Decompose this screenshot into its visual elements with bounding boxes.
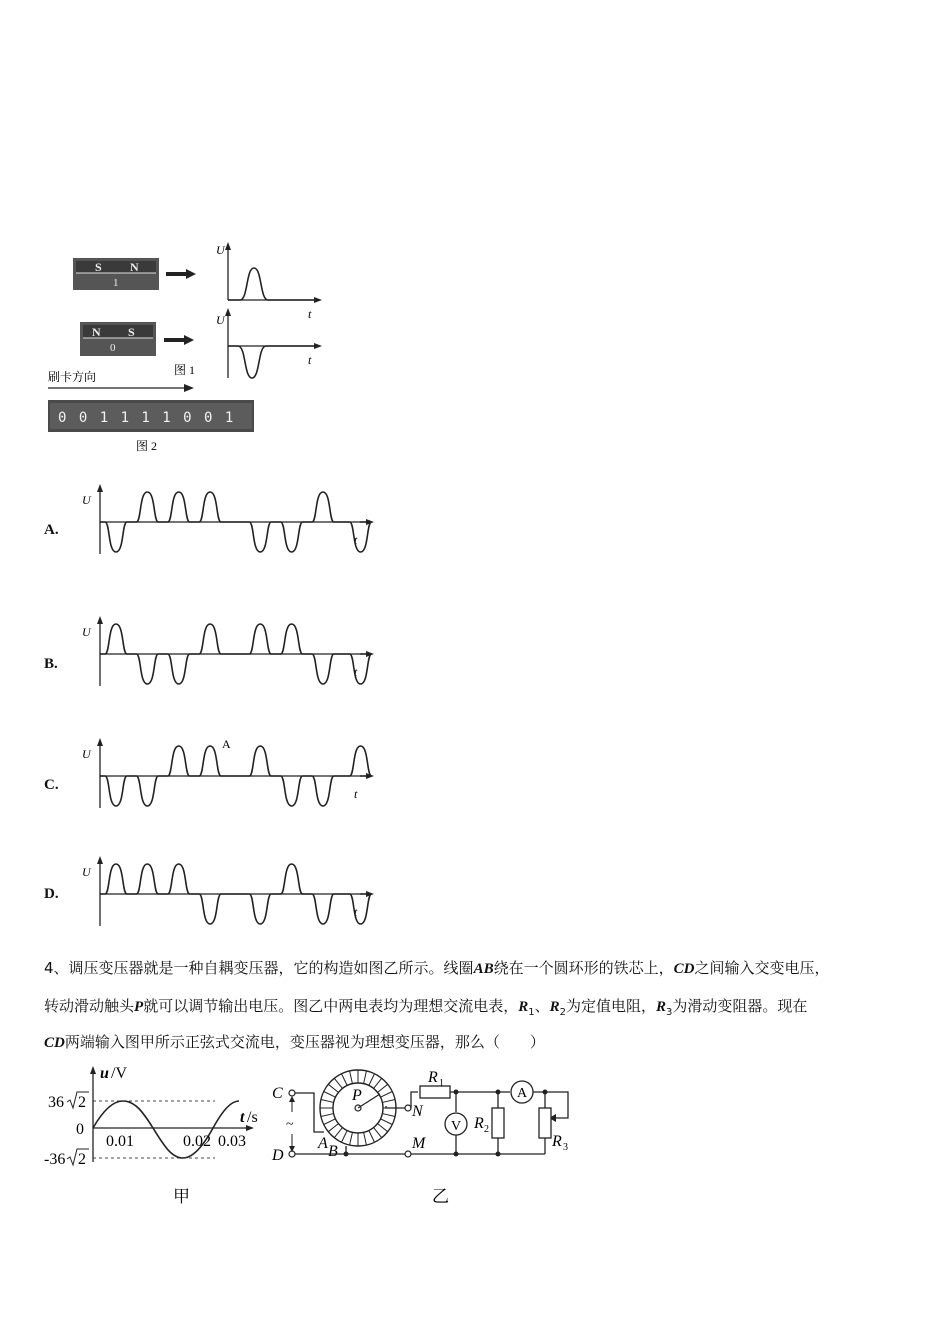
graph-jia (40, 1062, 270, 1212)
axis-t-label: t (354, 533, 358, 547)
terminal-d-label: D (272, 1147, 284, 1164)
svg-text:-36: -36 (44, 1151, 66, 1168)
resistor-r1 (420, 1086, 450, 1098)
axis-t-label: t (354, 905, 358, 919)
x-tick-3: 0.03 (218, 1133, 246, 1150)
graph-1-t-label: t (308, 307, 312, 321)
question-4-line-1: 4、调压变压器就是一种自耦变压器，它的构造如图乙所示。线圈AB绕在一个圆环形的铁芯上，CD之间输入交变电压， (44, 959, 830, 977)
resistor-r2-label: R (474, 1115, 484, 1132)
magnet-1-pole-left: S (95, 260, 102, 274)
coil-a-label: A (318, 1135, 328, 1152)
svg-text:2: 2 (78, 1151, 86, 1168)
extra-mark: A (222, 737, 231, 751)
magnet-1 (73, 258, 159, 290)
option-b-label: B. (44, 656, 58, 672)
graph-1-u-label: U (216, 243, 225, 257)
option-d-graph (80, 852, 380, 932)
x-tick-2: 0.02 (183, 1133, 211, 1150)
caption-jia: 甲 (173, 1187, 190, 1207)
svg-text:3: 3 (563, 1142, 568, 1153)
caption-yi: 乙 (432, 1187, 449, 1207)
toroidal-transformer (320, 1070, 396, 1146)
swipe-arrow (48, 384, 194, 392)
svg-text:1: 1 (439, 1078, 444, 1089)
axis-u-label: U (82, 625, 91, 639)
fig2-caption: 图 2 (136, 439, 158, 453)
resistor-r3 (539, 1108, 551, 1138)
magnetic-card-strip (48, 400, 254, 432)
y-max-label (48, 1092, 89, 1111)
svg-text:36: 36 (48, 1094, 64, 1111)
y-min-label (44, 1149, 89, 1168)
graph-2-t-label: t (308, 353, 312, 367)
signal-graph-1 (216, 242, 322, 321)
option-c-label: C. (44, 777, 59, 793)
resistor-r3-label: R (552, 1133, 562, 1150)
fig1-caption: 图 1 (174, 363, 196, 377)
resistor-r1-label: R (428, 1069, 438, 1086)
option-d-label: D. (44, 886, 59, 902)
slider-p-label: P (352, 1087, 362, 1104)
x-axis-label: t (240, 1109, 245, 1126)
ammeter-label: A (517, 1086, 528, 1101)
resistor-r2 (492, 1108, 504, 1138)
tilde-label: ~ (286, 1117, 294, 1132)
question-number: 4、 (44, 959, 69, 977)
question-4-line-3: CD两端输入图甲所示正弦式交流电，变压器视为理想变压器，那么（ ） (44, 1033, 545, 1051)
magnet-2 (80, 322, 156, 356)
option-b-graph (80, 612, 380, 692)
graph-2-u-label: U (216, 313, 225, 327)
svg-text:2: 2 (78, 1094, 86, 1111)
option-c-graph (80, 734, 380, 814)
magnet-1-pole-right: N (130, 260, 139, 274)
terminal-c-label: C (272, 1085, 283, 1102)
option-a-graph (80, 480, 380, 560)
axis-u-label: U (82, 865, 91, 879)
card-bits: 0 0 1 1 1 1 0 0 1 (58, 410, 236, 426)
axis-t-label: t (354, 787, 358, 801)
svg-text:2: 2 (484, 1124, 489, 1135)
axis-u-label: U (82, 493, 91, 507)
magnet-2-pole-left: N (92, 325, 101, 339)
question-4-line-2: 转动滑动触头P就可以调节输出电压。图乙中两电表均为理想交流电表，$R_1$、$R_2$为定值电阻，$R_3$为滑动变阻器。现在 (44, 997, 808, 1018)
axis-u-label: U (82, 747, 91, 761)
y-zero-label: 0 (76, 1121, 84, 1138)
option-a-label: A. (44, 522, 59, 538)
x-tick-1: 0.01 (106, 1133, 134, 1150)
magnet-1-bit: 1 (113, 277, 119, 289)
coil-b-label: B (328, 1143, 338, 1160)
terminal-m-label: M (412, 1135, 426, 1152)
swipe-direction-label: 刷卡方向 (48, 370, 97, 384)
arrow-1 (166, 269, 196, 279)
signal-graph-2 (216, 308, 322, 378)
circuit-yi (268, 1062, 588, 1212)
arrow-2 (164, 335, 194, 345)
magnetic-card-figure (40, 238, 340, 458)
axis-t-label: t (354, 665, 358, 679)
magnet-2-pole-right: S (128, 325, 135, 339)
y-axis-label: u (100, 1065, 109, 1082)
y-axis-unit: /V (111, 1065, 127, 1082)
voltmeter-label: V (451, 1119, 462, 1134)
x-axis-unit: /s (247, 1109, 258, 1126)
magnet-2-bit: 0 (110, 342, 116, 354)
terminal-n-label: N (412, 1103, 423, 1120)
